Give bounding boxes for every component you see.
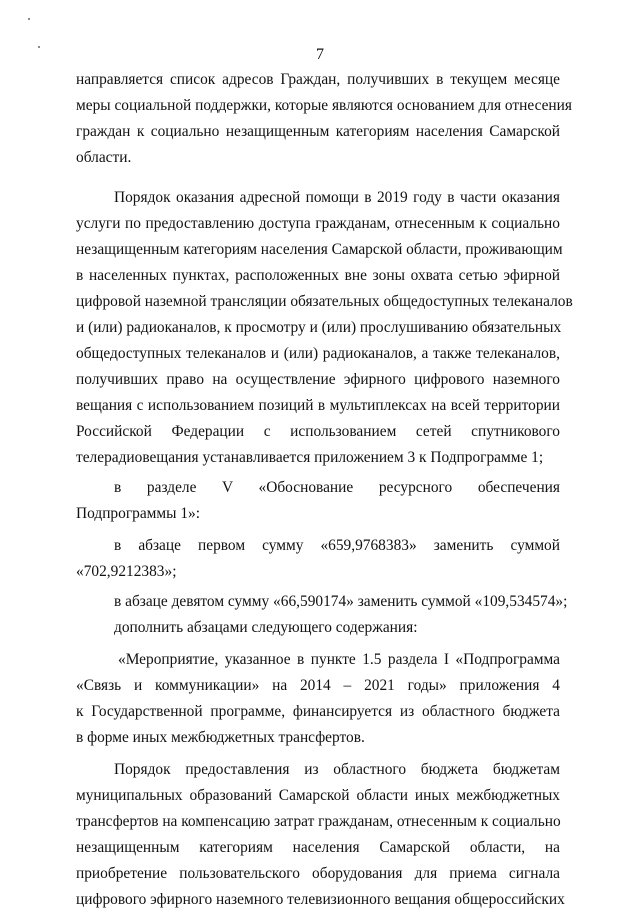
text-line: Подпрограммы 1»: <box>76 505 200 522</box>
text-line: к Государственной программе, финансируется из областного бюджета <box>76 703 560 720</box>
text-line: дополнить абзацами следующего содержания: <box>114 619 418 636</box>
scan-speck <box>28 18 30 20</box>
text-line: «702,9212383»; <box>76 563 177 580</box>
text-line: муниципальных образований Самарской области иных межбюджетных <box>76 787 560 804</box>
text-line: вещания с использованием позиций в мультиплексах на всей территории <box>76 397 560 414</box>
text-line: и (или) радиоканалов, к просмотру и (или) прослушиванию обязательных <box>76 319 562 336</box>
text-line: цифрового эфирного наземного телевизионного вещания общероссийских <box>76 891 565 908</box>
text-line: получивших право на осуществление эфирного цифрового наземного <box>76 371 560 388</box>
text-line: Порядок оказания адресной помощи в 2019 году в части оказания <box>114 189 560 206</box>
text-line: незащищенным категориям населения Самарской области, проживающим <box>76 241 563 258</box>
text-line: в населенных пунктах, расположенных вне зоны охвата сетью эфирной <box>76 267 560 284</box>
text-line: «Связь и коммуникации» на 2014 – 2021 годы» приложения 4 <box>76 677 560 694</box>
text-line: Порядок предоставления из областного бюджета бюджетам <box>114 761 560 778</box>
text-line: Российской Федерации с использованием сетей спутникового <box>76 423 560 440</box>
text-line: трансфертов на компенсацию затрат гражданам, отнесенным к социально <box>76 813 561 830</box>
text-line: телерадиовещания устанавливается приложением 3 к Подпрограмме 1; <box>76 449 544 466</box>
text-line: услуги по предоставлению доступа гражданам, отнесенным к социально <box>76 215 560 232</box>
text-line: в разделе V «Обоснование ресурсного обеспечения <box>114 479 560 496</box>
text-line: в форме иных межбюджетных трансфертов. <box>76 729 365 746</box>
text-line: граждан к социально незащищенным категориям населения Самарской <box>76 123 560 140</box>
text-line: общедоступных телеканалов и (или) радиоканалов, а также телеканалов, <box>76 345 560 362</box>
text-line: в абзаце первом сумму «659,9768383» заменить суммой <box>114 537 560 554</box>
text-line: в абзаце девятом сумму «66,590174» заменить суммой «109,534574»; <box>114 593 568 610</box>
text-line: приобретение пользовательского оборудования для приема сигнала <box>76 865 560 882</box>
document-body <box>76 67 573 913</box>
text-line: незащищенным категориям населения Самарской области, на <box>76 839 560 856</box>
text-line: меры социальной поддержки, которые являются основанием для отнесения <box>76 97 572 114</box>
text-line: «Мероприятие, указанное в пункте 1.5 раздела I «Подпрограмма <box>118 651 560 668</box>
text-line: цифровой наземной трансляции обязательных общедоступных телеканалов <box>76 293 573 310</box>
text-line: направляется список адресов Граждан, получивших в текущем месяце <box>76 71 560 88</box>
page-number: 7 <box>316 46 324 63</box>
text-line: области. <box>76 149 132 166</box>
